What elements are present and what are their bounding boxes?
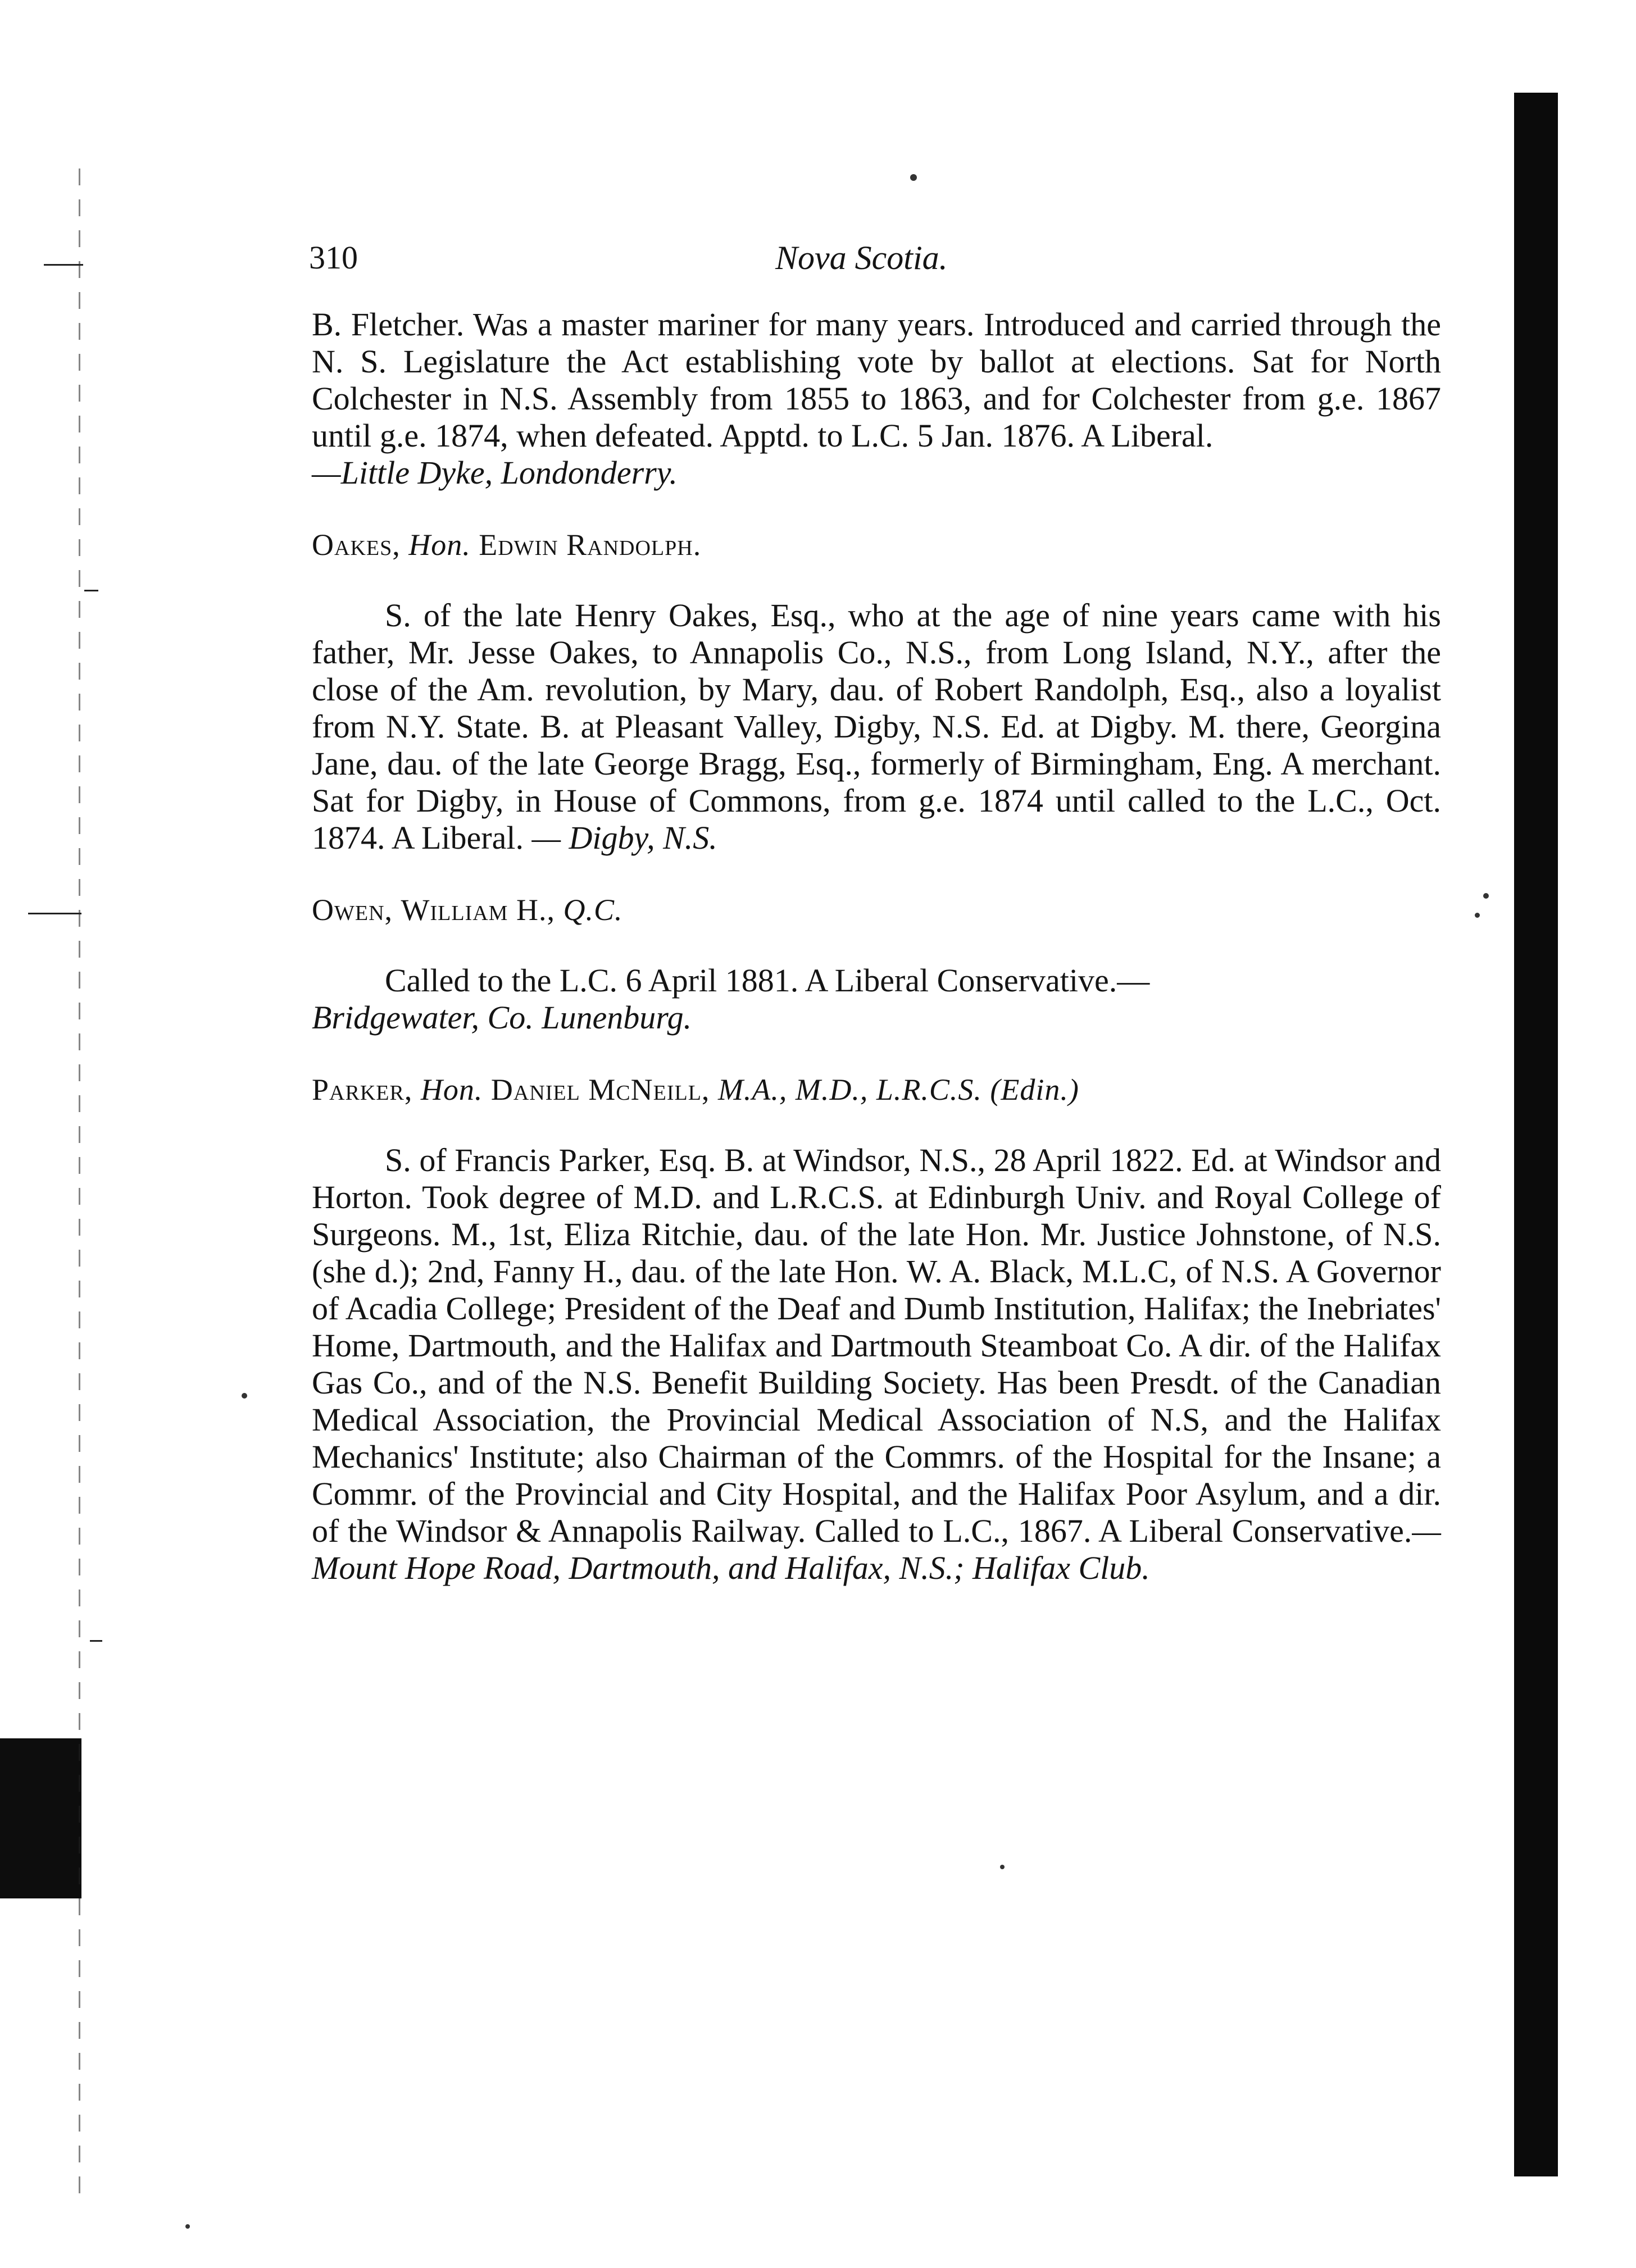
oakes-bio: S. of the late Henry Oakes, Esq., who at the age of nine years came with his father, Mr. Jesse Oakes, to Annapolis Co., N.S., from Long Island, N.Y., after the close of the Am. revolution, by Mary, dau. of Robert Randolph, Esq., also a loyalist from N.Y. State. B. at Pleasant Valley, Digby, N.S. Ed. at Digby. M. there, Georgina Jane, dau. of the late George Bragg, Esq., formerly of Birmingham, Eng. A merchant. Sat for Digby, in House of Commons, from g.e. 1874 until called to the L.C., Oct. 1874. A Liberal.: [312, 597, 1441, 856]
page-header: [309, 239, 1185, 289]
parker-title: Hon.: [420, 1073, 483, 1106]
scan-binding-shadow: [1514, 93, 1558, 2176]
page-number: 310: [309, 239, 358, 276]
entry-oakes-heading: [312, 526, 1441, 563]
scan-speck: [1000, 1865, 1005, 1869]
parker-surname: Parker,: [312, 1073, 413, 1106]
scan-speck: [1475, 913, 1480, 918]
owen-surname: Owen,: [312, 893, 393, 927]
scan-tick: [84, 590, 98, 591]
scan-tick: [44, 264, 83, 266]
entry-parker-text: [312, 1142, 1441, 1587]
oakes-surname: Oakes,: [312, 528, 401, 562]
parker-degrees: M.A., M.D., L.R.C.S.: [717, 1073, 982, 1106]
entry-owen-text: [312, 962, 1441, 1036]
parker-bio: S. of Francis Parker, Esq. B. at Windsor, N.S., 28 April 1822. Ed. at Windsor and Horton. Took degree of M.D. and L.R.C.S. at Edinburgh Univ. and Royal College of Surgeons. M., 1st, Eliza Ritchie, dau. of the late Hon. Mr. Justice Johnstone, of N.S. (she d.); 2nd, Fanny H., dau. of the late Hon. W. A. Black, M.L.C, of N.S. A Governor of Acadia College; President of the Deaf and Dumb Institution, Halifax; the Inebriates' Home, Dartmouth, and the Halifax and Dartmouth Steamboat Co. A dir. of the Halifax Gas Co., and of the N.S. Benefit Building Society. Has been Presdt. of the Canadian Medical Association, the Provincial Medical Association of N.S, and the Halifax Mechanics' Institute; also Chairman of the Commrs. of the Hospital for the Insane; a Commr. of the Provincial and City Hospital, and the Halifax Poor Asylum, and a dir. of the Windsor & Annapolis Railway. Called to L.C., 1867. A Liberal Conservative.: [312, 1142, 1441, 1549]
fletcher-bio: B. Fletcher. Was a master mariner for many years. Introduced and carried through the N. S. Legislature the Act establishing vote by ballot at elections. Sat for North Colchester in N.S. Assembly from 1855 to 1863, and for Colchester from g.e. 1867 until g.e. 1874, when defeated. Apptd. to L.C. 5 Jan. 1876. A Liberal.: [312, 306, 1441, 454]
scan-edge-artifact: [0, 1738, 81, 1898]
oakes-title: Hon.: [408, 528, 471, 562]
owen-address: Bridgewater, Co. Lunenburg.: [312, 999, 692, 1036]
running-title: Nova Scotia.: [775, 239, 948, 276]
scan-speck: [910, 174, 917, 181]
entry-oakes-text: [312, 597, 1441, 857]
scan-speck: [242, 1393, 247, 1399]
scan-tick: [90, 1640, 102, 1642]
owen-given-names: William H.,: [401, 893, 555, 927]
parker-given-names: Daniel McNeill,: [490, 1073, 710, 1106]
scan-margin-rule: [79, 168, 80, 2202]
scan-tick: [28, 913, 81, 914]
parker-degree-note: (Edin.): [990, 1073, 1079, 1106]
scan-speck: [185, 2224, 190, 2229]
oakes-given-names: Edwin Randolph.: [479, 528, 702, 562]
fletcher-address: —Little Dyke, Londonderry.: [312, 454, 678, 491]
scan-speck: [1483, 893, 1489, 899]
parker-address: —Mount Hope Road, Dartmouth, and Halifax, N.S.; Halifax Club.: [312, 1513, 1441, 1586]
owen-honorific: Q.C.: [563, 893, 623, 927]
entry-fletcher-text: [312, 306, 1441, 491]
oakes-address: — Digby, N.S.: [531, 819, 717, 856]
entry-parker-heading: [312, 1071, 1441, 1108]
owen-bio: Called to the L.C. 6 April 1881. A Liberal Conservative.—: [385, 962, 1150, 999]
entry-owen-heading: [312, 891, 1441, 928]
body-text: [312, 306, 1441, 1587]
